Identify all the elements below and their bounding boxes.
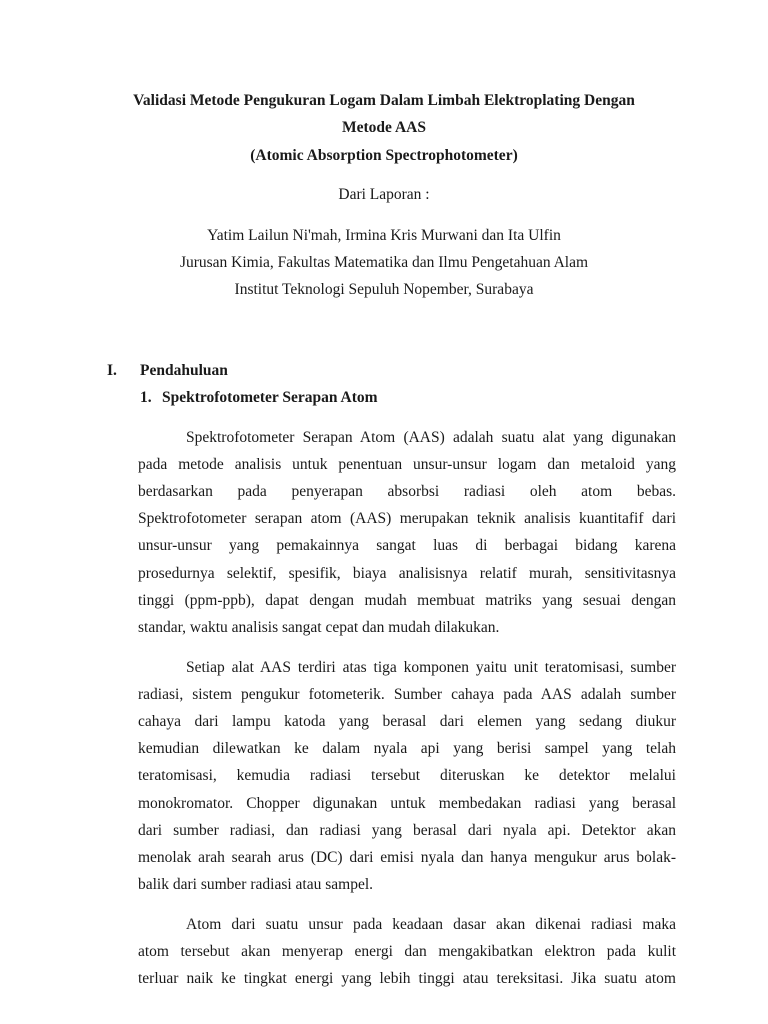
paragraph-line: standar, waktu analisis sangat cepat dan mudah dilakukan. xyxy=(138,618,500,636)
paragraph-line: kemudian dilewatkan ke dalam nyala api yang berisi sampel yang telah xyxy=(138,740,676,758)
paragraph-line: prosedurnya selektif, spesifik, biaya analisisnya relatif murah, sensitivitasnya xyxy=(138,564,676,582)
paragraph-line: teratomisasi, kemudia radiasi tersebut diteruskan ke detektor melalui xyxy=(138,767,676,785)
paragraph-line: monokromator. Chopper digunakan untuk membedakan radiasi yang berasal xyxy=(138,794,676,812)
section-heading: Pendahuluan xyxy=(140,362,228,379)
paragraph-line: radiasi, sistem pengukur fotometerik. Sumber cahaya pada AAS adalah sumber xyxy=(138,686,676,704)
paragraph-line: pada metode analisis untuk penentuan unsur-unsur logam dan metaloid yang xyxy=(138,456,676,474)
subsection-heading: Spektrofotometer Serapan Atom xyxy=(162,389,378,406)
subsection-number: 1. xyxy=(140,389,152,406)
paragraph-line: Spektrofotometer serapan atom (AAS) merupakan teknik analisis kuantitafif dari xyxy=(138,510,676,528)
title-line-3: (Atomic Absorption Spectrophotometer) xyxy=(250,147,518,164)
title-line-1: Validasi Metode Pengukuran Logam Dalam Limbah Elektroplating Dengan xyxy=(133,92,635,109)
paragraph-line: tinggi (ppm-ppb), dapat dengan mudah membuat matriks yang sesuai dengan xyxy=(138,591,676,609)
section-number: I. xyxy=(107,362,117,379)
title-line-2: Metode AAS xyxy=(342,119,426,136)
paragraph-line: Spektrofotometer Serapan Atom (AAS) adalah suatu alat yang digunakan xyxy=(186,429,676,446)
institution: Institut Teknologi Sepuluh Nopember, Surabaya xyxy=(234,281,534,298)
paragraph-line: atom tersebut akan menyerap energi dan mengakibatkan elektron pada kulit xyxy=(138,943,676,961)
paragraph-line: cahaya dari lampu katoda yang berasal dari elemen yang sedang diukur xyxy=(138,713,676,731)
source-label: Dari Laporan : xyxy=(338,186,430,203)
paragraph-line: balik dari sumber radiasi atau sampel. xyxy=(138,875,374,893)
paragraph-line: terluar naik ke tingkat energi yang lebih tinggi atau tereksitasi. Jika suatu atom xyxy=(138,970,676,988)
paragraph-line: unsur-unsur yang pemakainnya sangat luas di berbagai bidang karena xyxy=(138,537,676,555)
paragraph-line: dari sumber radiasi, dan radiasi yang berasal dari nyala api. Detektor akan xyxy=(138,821,676,839)
authors: Yatim Lailun Ni'mah, Irmina Kris Murwani dan Ita Ulfin xyxy=(207,227,561,244)
paragraph-line: berdasarkan pada penyerapan absorbsi radiasi oleh atom bebas. xyxy=(138,483,676,501)
paragraph-line: Setiap alat AAS terdiri atas tiga komponen yaitu unit teratomisasi, sumber xyxy=(186,659,676,676)
paragraph-line: menolak arah searah arus (DC) dari emisi nyala dan hanya mengukur arus bolak- xyxy=(138,848,676,866)
paragraph-line: Atom dari suatu unsur pada keadaan dasar akan dikenai radiasi maka xyxy=(186,916,676,933)
department: Jurusan Kimia, Fakultas Matematika dan Ilmu Pengetahuan Alam xyxy=(179,254,589,271)
